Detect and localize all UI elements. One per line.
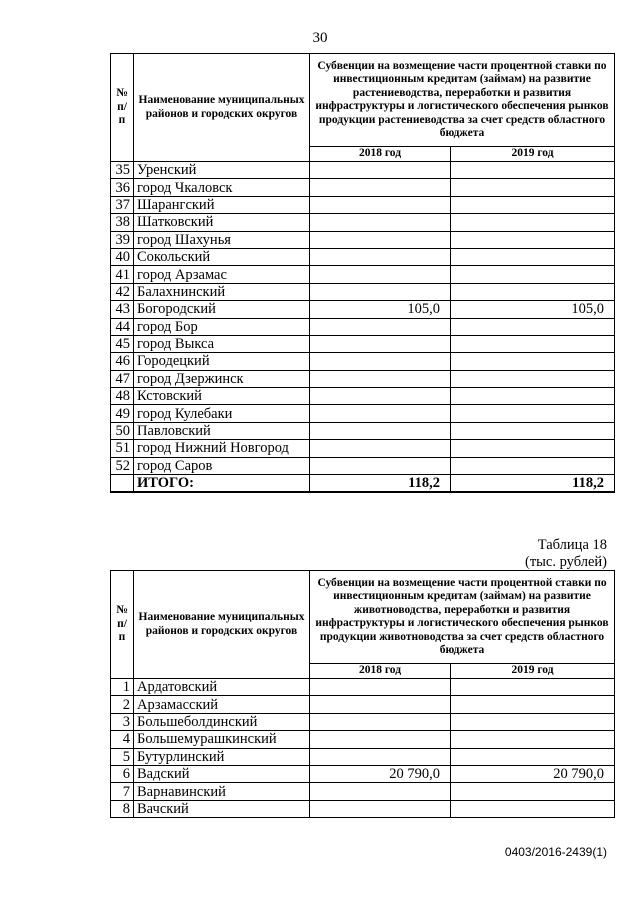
- row-name: Уренский: [134, 162, 310, 179]
- table-row: [111, 731, 615, 748]
- header-year-2018: 2018 год: [310, 664, 451, 679]
- subsidy-table-crop: [110, 53, 615, 493]
- row-name: город Арзамас: [134, 266, 310, 283]
- row-number: 7: [111, 783, 134, 800]
- row-name: город Выкса: [134, 335, 310, 352]
- row-value-2019: [451, 179, 615, 196]
- row-value-2019: [451, 457, 615, 474]
- total-label: ИТОГО:: [134, 475, 310, 493]
- row-value-2019: [451, 370, 615, 387]
- row-number: 52: [111, 457, 134, 474]
- row-number: 41: [111, 266, 134, 283]
- header-subsidy: Субвенции на возмещение части процентной ставки по инвестиционным кредитам (займам) на развитие растениеводства, переработки и развития инфраструктуры и логистического обеспечения рынков продукции растениеводства за счет средств областного бюджета: [310, 54, 615, 147]
- row-value-2019: [451, 800, 615, 817]
- table-row: [111, 457, 615, 474]
- table-row: [111, 713, 615, 730]
- row-value-2018: [310, 335, 451, 352]
- row-name: город Дзержинск: [134, 370, 310, 387]
- row-value-2018: [310, 353, 451, 370]
- table-row: [111, 440, 615, 457]
- total-number-empty: [111, 475, 134, 493]
- header-name: Наименование муниципальных районов и городских округов: [134, 571, 310, 679]
- row-value-2019: [451, 388, 615, 405]
- subsidy-table-livestock: [110, 570, 615, 818]
- table-row: [111, 301, 615, 318]
- row-number: 51: [111, 440, 134, 457]
- row-number: 2: [111, 696, 134, 713]
- row-value-2019: [451, 748, 615, 765]
- table-row: [111, 783, 615, 800]
- row-value-2018: [310, 422, 451, 439]
- row-number: 36: [111, 179, 134, 196]
- header-num: № п/п: [111, 54, 134, 162]
- table-row: [111, 318, 615, 335]
- row-number: 5: [111, 748, 134, 765]
- row-value-2019: [451, 214, 615, 231]
- header-num: № п/п: [111, 571, 134, 679]
- row-value-2018: [310, 179, 451, 196]
- row-value-2019: [451, 248, 615, 265]
- row-value-2018: [310, 748, 451, 765]
- row-name: Городецкий: [134, 353, 310, 370]
- row-number: 45: [111, 335, 134, 352]
- row-value-2018: [310, 266, 451, 283]
- table-row: [111, 283, 615, 300]
- row-number: 3: [111, 713, 134, 730]
- row-value-2018: 105,0: [310, 301, 451, 318]
- row-value-2019: [451, 679, 615, 696]
- row-value-2018: [310, 783, 451, 800]
- row-value-2018: [310, 283, 451, 300]
- table-row: [111, 422, 615, 439]
- row-name: Богородский: [134, 301, 310, 318]
- row-number: 44: [111, 318, 134, 335]
- total-value-2019: 118,2: [451, 475, 615, 493]
- row-number: 43: [111, 301, 134, 318]
- row-value-2018: [310, 679, 451, 696]
- table-row: [111, 800, 615, 817]
- row-value-2019: 20 790,0: [451, 765, 615, 782]
- row-name: город Саров: [134, 457, 310, 474]
- row-value-2019: [451, 422, 615, 439]
- document-number: 0403/2016-2439(1): [504, 845, 607, 859]
- row-name: город Шахунья: [134, 231, 310, 248]
- table-row: [111, 335, 615, 352]
- table-row: [111, 248, 615, 265]
- row-value-2019: [451, 353, 615, 370]
- row-value-2018: 20 790,0: [310, 765, 451, 782]
- row-value-2018: [310, 248, 451, 265]
- row-value-2018: [310, 214, 451, 231]
- row-number: 38: [111, 214, 134, 231]
- row-value-2019: [451, 162, 615, 179]
- table-row: [111, 231, 615, 248]
- row-value-2019: [451, 231, 615, 248]
- row-number: 37: [111, 196, 134, 213]
- row-value-2018: [310, 713, 451, 730]
- table-row: [111, 765, 615, 782]
- row-value-2019: [451, 783, 615, 800]
- row-number: 8: [111, 800, 134, 817]
- table-row: [111, 679, 615, 696]
- row-number: 47: [111, 370, 134, 387]
- row-value-2019: [451, 696, 615, 713]
- total-value-2018: 118,2: [310, 475, 451, 493]
- row-number: 40: [111, 248, 134, 265]
- row-name: Вачский: [134, 800, 310, 817]
- row-number: 50: [111, 422, 134, 439]
- table-row: [111, 214, 615, 231]
- total-row: [111, 475, 615, 493]
- row-value-2018: [310, 440, 451, 457]
- row-value-2018: [310, 162, 451, 179]
- row-value-2018: [310, 405, 451, 422]
- row-value-2019: [451, 713, 615, 730]
- row-value-2018: [310, 731, 451, 748]
- table-row: [111, 179, 615, 196]
- row-value-2019: [451, 440, 615, 457]
- row-name: город Нижний Новгород: [134, 440, 310, 457]
- row-name: город Чкаловск: [134, 179, 310, 196]
- table-caption: Таблица 18: [537, 537, 607, 553]
- header-year-2018: 2018 год: [310, 147, 451, 162]
- table-row: [111, 405, 615, 422]
- row-name: Варнавинский: [134, 783, 310, 800]
- row-name: Шатковский: [134, 214, 310, 231]
- row-name: Шарангский: [134, 196, 310, 213]
- row-name: Вадский: [134, 765, 310, 782]
- row-number: 39: [111, 231, 134, 248]
- row-name: Балахнинский: [134, 283, 310, 300]
- row-name: Павловский: [134, 422, 310, 439]
- header-year-2019: 2019 год: [451, 147, 615, 162]
- row-value-2019: [451, 731, 615, 748]
- row-number: 6: [111, 765, 134, 782]
- row-value-2019: [451, 266, 615, 283]
- row-name: Арзамасский: [134, 696, 310, 713]
- row-value-2018: [310, 696, 451, 713]
- row-value-2018: [310, 370, 451, 387]
- row-value-2019: [451, 318, 615, 335]
- row-number: 49: [111, 405, 134, 422]
- header-subsidy: Субвенции на возмещение части процентной ставки по инвестиционным кредитам (займам) на развитие животноводства, переработки и развития инфраструктуры и логистического обеспечения рынков продукции животноводства за счет средств областного бюджета: [310, 571, 615, 664]
- row-value-2019: [451, 196, 615, 213]
- row-name: Бутурлинский: [134, 748, 310, 765]
- table-row: [111, 353, 615, 370]
- table-row: [111, 196, 615, 213]
- table-row: [111, 696, 615, 713]
- row-name: Большеболдинский: [134, 713, 310, 730]
- header-name: Наименование муниципальных районов и городских округов: [134, 54, 310, 162]
- table-row: [111, 370, 615, 387]
- row-name: Ардатовский: [134, 679, 310, 696]
- row-number: 35: [111, 162, 134, 179]
- row-name: Сокольский: [134, 248, 310, 265]
- row-value-2019: [451, 405, 615, 422]
- row-number: 42: [111, 283, 134, 300]
- row-name: город Кулебаки: [134, 405, 310, 422]
- row-number: 46: [111, 353, 134, 370]
- row-value-2019: 105,0: [451, 301, 615, 318]
- row-number: 1: [111, 679, 134, 696]
- page-number: 30: [312, 30, 328, 46]
- row-name: Большемурашкинский: [134, 731, 310, 748]
- row-name: город Бор: [134, 318, 310, 335]
- row-value-2018: [310, 318, 451, 335]
- row-value-2018: [310, 231, 451, 248]
- row-value-2019: [451, 335, 615, 352]
- row-value-2018: [310, 457, 451, 474]
- header-year-2019: 2019 год: [451, 664, 615, 679]
- table-row: [111, 266, 615, 283]
- row-value-2018: [310, 388, 451, 405]
- row-value-2018: [310, 800, 451, 817]
- table-units: (тыс. рублей): [525, 554, 607, 570]
- table-row: [111, 162, 615, 179]
- table-row: [111, 388, 615, 405]
- row-number: 48: [111, 388, 134, 405]
- row-name: Кстовский: [134, 388, 310, 405]
- row-number: 4: [111, 731, 134, 748]
- table-row: [111, 748, 615, 765]
- row-value-2019: [451, 283, 615, 300]
- row-value-2018: [310, 196, 451, 213]
